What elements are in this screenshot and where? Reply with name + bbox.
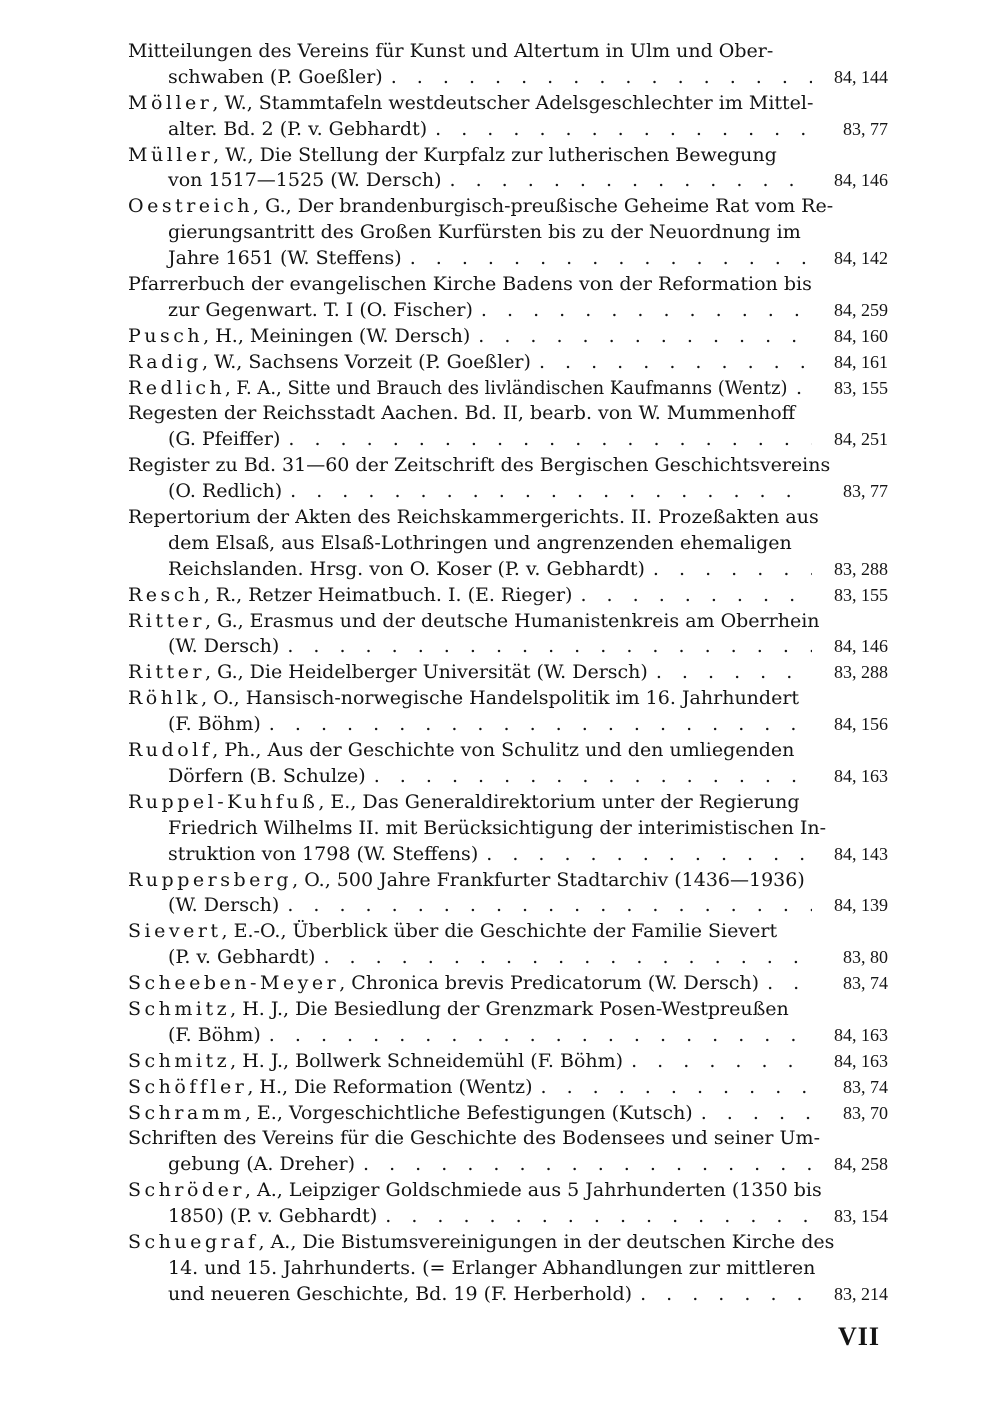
entry-page-ref: 84, 161 — [834, 351, 888, 372]
entry-line — [128, 505, 888, 531]
entry-text: gebung (A. Dreher) — [168, 1153, 355, 1176]
entry-page-ref: 84, 143 — [834, 843, 888, 864]
entry-line — [128, 738, 888, 764]
dot-leader — [374, 764, 812, 790]
entry-text: Pfarrerbuch der evangelischen Kirche Badens von der Reformation bis — [128, 273, 812, 296]
index-entry — [128, 790, 888, 868]
entry-line — [128, 1126, 888, 1152]
entry-text: Dörfern (B. Schulze) — [168, 764, 366, 787]
dot-leader — [323, 945, 812, 971]
entry-line — [128, 531, 888, 557]
entry-line — [128, 1204, 888, 1230]
entry-line — [128, 1152, 888, 1178]
dot-leader — [631, 1049, 812, 1075]
entry-line — [128, 194, 888, 220]
entry-line — [128, 868, 888, 894]
dot-leader — [767, 971, 812, 997]
dot-leader — [540, 1075, 812, 1101]
entry-page-ref: 84, 146 — [834, 170, 888, 191]
dot-leader — [701, 1101, 812, 1127]
dot-leader — [391, 65, 812, 91]
entry-line — [128, 453, 888, 479]
entry-text: , H., Die Reformation (Wentz) — [247, 1075, 533, 1098]
index-entry — [128, 505, 888, 583]
dot-leader — [656, 660, 812, 686]
entry-page-ref: 83, 288 — [834, 662, 888, 683]
entry-line — [128, 65, 888, 91]
entry-page-ref: 84, 160 — [834, 325, 888, 346]
entry-text: 14. und 15. Jahrhunderts. (= Erlanger Abhandlungen zur mittleren — [168, 1256, 816, 1279]
index-entry — [128, 453, 888, 505]
entry-line — [128, 893, 888, 919]
entry-author: Schmitz — [128, 997, 231, 1020]
entry-page-ref: 84, 142 — [834, 248, 888, 269]
entry-page-ref: 83, 77 — [843, 481, 888, 502]
entry-author: Scheeben-Meyer — [128, 972, 340, 995]
entry-author: Ritter — [128, 661, 205, 684]
entry-page-ref: 84, 258 — [834, 1154, 888, 1175]
entry-line — [128, 246, 888, 272]
entry-line — [128, 557, 888, 583]
entry-author: Ruppersberg — [128, 868, 293, 891]
entry-author: Redlich — [128, 376, 226, 399]
entry-text: 1850) (P. v. Gebhardt) — [168, 1205, 378, 1228]
dot-leader — [481, 298, 812, 324]
entry-line — [128, 401, 888, 427]
entry-text: , G., Der brandenburgisch-preußische Geheime Rat vom Re- — [253, 195, 834, 218]
index-entry — [128, 194, 888, 272]
dot-leader — [486, 842, 812, 868]
entry-text: , A., Die Bistumsvereinigungen in der deutschen Kirche des — [258, 1230, 835, 1253]
entry-text: , G., Erasmus und der deutsche Humanistenkreis am Oberrhein — [204, 609, 820, 632]
entry-line — [128, 686, 888, 712]
entry-text: , H. J., Bollwerk Schneidemühl (F. Böhm) — [230, 1049, 624, 1072]
entry-author: Schöffler — [128, 1075, 248, 1098]
entry-author: Radig — [128, 350, 202, 373]
dot-leader — [290, 479, 812, 505]
entry-page-ref: 83, 77 — [843, 118, 888, 139]
entry-line — [128, 376, 888, 402]
entry-text: Jahre 1651 (W. Steffens) — [168, 247, 402, 270]
entry-author: Schuegraf — [128, 1230, 259, 1253]
entry-line — [128, 298, 888, 324]
entry-text: (W. Dersch) — [168, 635, 280, 658]
entry-text: , Ph., Aus der Geschichte von Schulitz und den umliegenden — [212, 739, 795, 762]
index-entry — [128, 686, 888, 738]
entry-author: Pusch — [128, 324, 204, 347]
index-entry — [128, 583, 888, 609]
entry-text: , W., Stammtafeln westdeutscher Adelsgeschlechter im Mittel- — [212, 91, 814, 114]
entry-line — [128, 764, 888, 790]
index-entry — [128, 91, 888, 143]
entry-text: Register zu Bd. 31—60 der Zeitschrift des Bergischen Geschichtsvereins — [128, 454, 831, 477]
entry-text: (F. Böhm) — [168, 1023, 261, 1046]
entry-text: gierungsantritt des Großen Kurfürsten bis zu der Neuordnung im — [168, 221, 801, 244]
entry-author: Röhlk — [128, 687, 202, 710]
entry-author: Ruppel-Kuhfuß — [128, 790, 319, 813]
entry-text: und neueren Geschichte, Bd. 19 (F. Herberhold) — [168, 1282, 633, 1305]
dot-leader — [287, 893, 812, 919]
index-entry — [128, 143, 888, 195]
entry-text: Regesten der Reichsstadt Aachen. Bd. II, bearb. von W. Mummenhoff — [128, 402, 796, 425]
entry-page-ref: 83, 214 — [834, 1283, 888, 1304]
entry-line — [128, 350, 888, 376]
index-entry — [128, 1126, 888, 1178]
entry-line — [128, 660, 888, 686]
entry-text: , E., Vorgeschichtliche Befestigungen (Kutsch) — [244, 1101, 693, 1124]
entry-line — [128, 220, 888, 246]
entry-text: , W., Sachsens Vorzeit (P. Goeßler) — [201, 350, 531, 373]
dot-leader — [269, 712, 812, 738]
index-entry — [128, 868, 888, 920]
index-entry — [128, 1075, 888, 1101]
entry-text: Friedrich Wilhelms II. mit Berücksichtigung der interimistischen In- — [168, 816, 827, 839]
entry-text: schwaben (P. Goeßler) — [168, 65, 383, 88]
entry-line — [128, 168, 888, 194]
entry-line — [128, 609, 888, 635]
entry-author: Sievert — [128, 920, 222, 943]
index-entry — [128, 324, 888, 350]
entry-line — [128, 1075, 888, 1101]
entry-text: (P. v. Gebhardt) — [168, 946, 316, 969]
dot-leader — [385, 1204, 812, 1230]
index-entry — [128, 376, 888, 402]
entry-page-ref: 84, 146 — [834, 636, 888, 657]
index-entry — [128, 1230, 888, 1308]
index-entry — [128, 660, 888, 686]
entry-text: (W. Dersch) — [168, 894, 280, 917]
entry-line — [128, 427, 888, 453]
entry-text: , E., Das Generaldirektorium unter der Regierung — [318, 790, 800, 813]
dot-leader — [796, 376, 812, 402]
entry-line — [128, 1049, 888, 1075]
entry-line — [128, 324, 888, 350]
entry-line — [128, 634, 888, 660]
entry-author: Schmitz — [128, 1049, 231, 1072]
entry-page-ref: 84, 156 — [834, 714, 888, 735]
entry-text: Mitteilungen des Vereins für Kunst und Altertum in Ulm und Ober- — [128, 40, 774, 62]
entry-author: Müller — [128, 143, 214, 166]
page-number: VII — [838, 1322, 881, 1351]
entry-text: von 1517—1525 (W. Dersch) — [168, 169, 442, 192]
entry-text: , A., Leipziger Goldschmiede aus 5 Jahrhunderten (1350 bis — [244, 1179, 822, 1202]
entry-line — [128, 790, 888, 816]
entry-text: (O. Redlich) — [168, 480, 283, 503]
entry-text: , O., Hansisch-norwegische Handelspolitik im 16. Jahrhundert — [201, 687, 800, 710]
entry-page-ref: 84, 163 — [834, 1024, 888, 1045]
index-entry — [128, 919, 888, 971]
dot-leader — [539, 350, 812, 376]
entry-line — [128, 816, 888, 842]
dot-leader — [410, 246, 812, 272]
entry-text: , H., Meiningen (W. Dersch) — [203, 324, 471, 347]
dot-leader — [640, 1282, 812, 1308]
dot-leader — [478, 324, 812, 350]
entry-page-ref: 84, 163 — [834, 1050, 888, 1071]
entry-text: , R., Retzer Heimatbuch. I. (E. Rieger) — [203, 583, 573, 606]
entry-text: Schriften des Vereins für die Geschichte des Bodensees und seiner Um- — [128, 1127, 820, 1150]
entry-author: Möller — [128, 91, 213, 114]
index-entry — [128, 971, 888, 997]
entry-text: , W., Die Stellung der Kurpfalz zur lutherischen Bewegung — [213, 143, 777, 166]
entry-text: , Chronica brevis Predicatorum (W. Dersch) — [339, 972, 760, 995]
entry-text: zur Gegenwart. T. I (O. Fischer) — [168, 298, 473, 321]
entry-line — [128, 1256, 888, 1282]
index-entry — [128, 1101, 888, 1127]
entry-line — [128, 117, 888, 143]
dot-leader — [287, 634, 812, 660]
entry-text: , H. J., Die Besiedlung der Grenzmark Posen-Westpreußen — [230, 997, 789, 1020]
entry-author: Oestreich — [128, 195, 253, 218]
entry-text: Repertorium der Akten des Reichskammergerichts. II. Prozeßakten aus — [128, 506, 819, 529]
entry-text: Reichslanden. Hrsg. von O. Koser (P. v. Gebhardt) — [168, 557, 645, 580]
dot-leader — [269, 1023, 812, 1049]
entry-text: , F. A., Sitte und Brauch des livländischen Kaufmanns (Wentz) — [225, 376, 788, 399]
entry-line — [128, 1101, 888, 1127]
index-entry — [128, 609, 888, 661]
index-entry — [128, 1049, 888, 1075]
entry-text: alter. Bd. 2 (P. v. Gebhardt) — [168, 117, 428, 140]
entry-text: struktion von 1798 (W. Steffens) — [168, 842, 479, 865]
dot-leader — [288, 427, 812, 453]
index-entry — [128, 1178, 888, 1230]
entry-page-ref: 83, 74 — [843, 1076, 888, 1097]
entry-page-ref: 83, 80 — [843, 947, 888, 968]
index-entry — [128, 39, 888, 91]
entry-author: Resch — [128, 583, 204, 606]
entry-line — [128, 1023, 888, 1049]
entry-line — [128, 479, 888, 505]
entry-text: , O., 500 Jahre Frankfurter Stadtarchiv (1436—1936) — [292, 868, 805, 891]
entry-page-ref: 84, 139 — [834, 895, 888, 916]
entry-line — [128, 1178, 888, 1204]
entry-line — [128, 945, 888, 971]
entry-line — [128, 1282, 888, 1308]
entry-line — [128, 997, 888, 1023]
index-entry — [128, 997, 888, 1049]
entry-text: , G., Die Heidelberger Universität (W. Dersch) — [204, 661, 648, 684]
dot-leader — [363, 1152, 812, 1178]
entry-text: (F. Böhm) — [168, 713, 261, 736]
entry-page-ref: 83, 154 — [834, 1206, 888, 1227]
index-entry — [128, 350, 888, 376]
entry-line — [128, 39, 888, 65]
entry-page-ref: 84, 144 — [834, 66, 888, 87]
entry-page-ref: 83, 70 — [843, 1102, 888, 1123]
entry-author: Rudolf — [128, 739, 213, 762]
entry-line — [128, 272, 888, 298]
entry-line — [128, 712, 888, 738]
dot-leader — [580, 583, 812, 609]
entry-page-ref: 84, 163 — [834, 765, 888, 786]
entry-page-ref: 83, 155 — [834, 584, 888, 605]
index-entry — [128, 272, 888, 324]
entry-page-ref: 83, 74 — [843, 973, 888, 994]
entry-page-ref: 83, 155 — [834, 377, 888, 398]
index-entry — [128, 738, 888, 790]
entry-line — [128, 1230, 888, 1256]
entry-text: (G. Pfeiffer) — [168, 428, 281, 451]
entry-line — [128, 91, 888, 117]
entry-line — [128, 919, 888, 945]
entry-text: , E.-O., Überblick über die Geschichte der Familie Sievert — [221, 920, 778, 943]
index-entry — [128, 401, 888, 453]
index-entry-list — [128, 39, 888, 1308]
entry-text: dem Elsaß, aus Elsaß-Lothringen und angrenzenden ehemaligen — [168, 531, 792, 554]
entry-line — [128, 971, 888, 997]
entry-line — [128, 842, 888, 868]
dot-leader — [653, 557, 812, 583]
dot-leader — [435, 117, 812, 143]
entry-page-ref: 83, 288 — [834, 558, 888, 579]
entry-author: Ritter — [128, 609, 205, 632]
entry-line — [128, 583, 888, 609]
entry-author: Schröder — [128, 1179, 245, 1202]
entry-page-ref: 84, 251 — [834, 429, 888, 450]
entry-author: Schramm — [128, 1101, 245, 1124]
dot-leader — [450, 168, 813, 194]
entry-page-ref: 84, 259 — [834, 299, 888, 320]
entry-line — [128, 143, 888, 169]
